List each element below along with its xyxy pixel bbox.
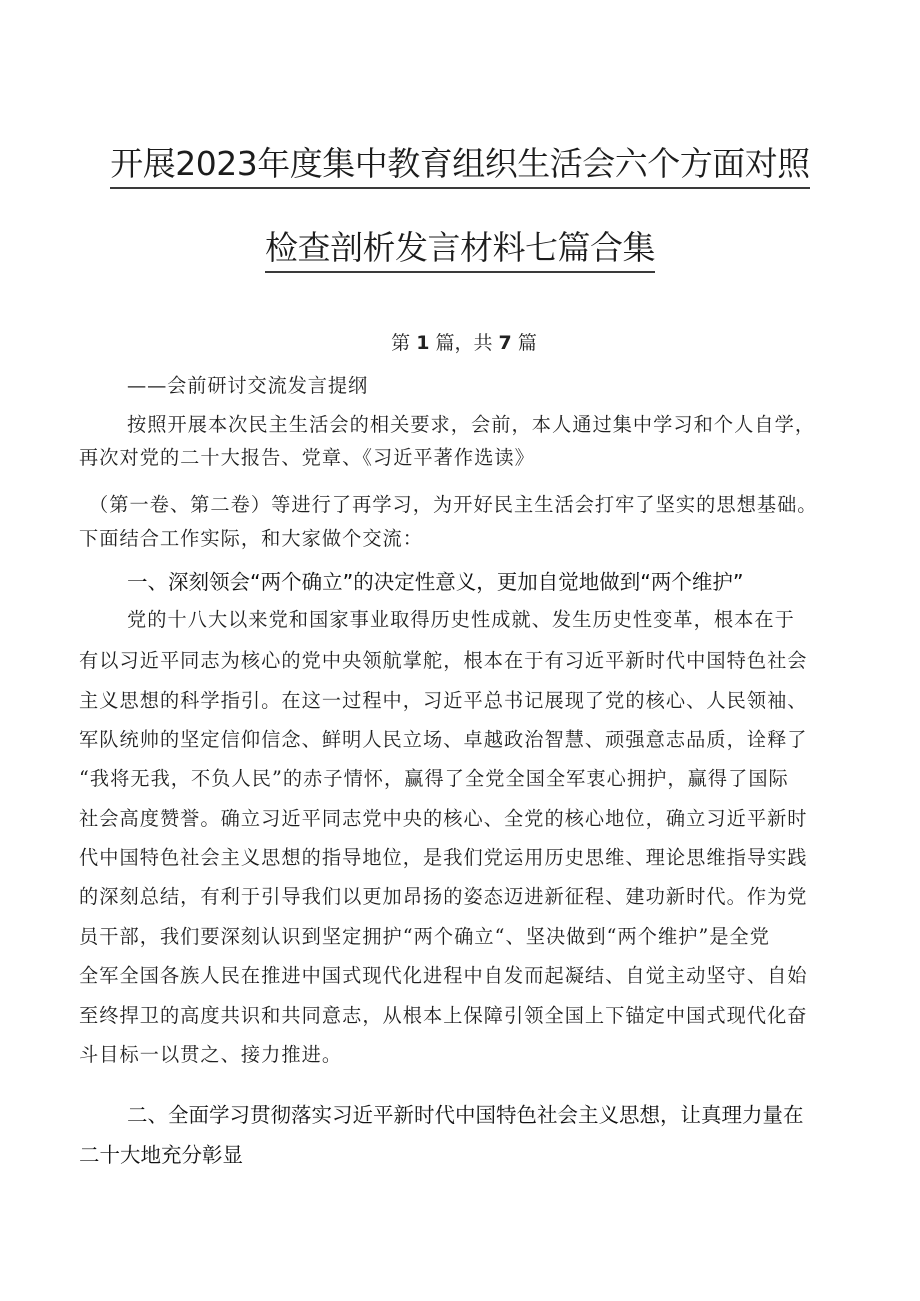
paragraph-line: 有以习近平同志为核心的党中央领航掌舵，根本在于有习近平新时代中国特色社会	[79, 649, 808, 672]
paragraph-line: 至终捍卫的高度共识和共同意志，从根本上保障引领全国上下锚定中国式现代化奋	[79, 1004, 808, 1027]
paragraph-line: 社会高度赞誉。确立习近平同志党中央的核心、全党的核心地位，确立习近平新时	[79, 807, 808, 830]
paragraph-line: 斗目标一以贯之、接力推进。	[79, 1043, 343, 1066]
paragraph-line: 员干部，我们要深刻认识到坚定拥护“两个确立“、坚决做到“两个维护”是全党	[79, 925, 771, 948]
subtitle: ——会前研讨交流发言提纲	[127, 374, 369, 397]
paragraph-line: 代中国特色社会主义思想的指导地位，是我们党运用历史思维、理论思维指导实践	[79, 846, 808, 869]
intro-line: 下面结合工作实际，和大家做个交流：	[79, 527, 424, 550]
paragraph-line: 党的十八大以来党和国家事业取得历史性成就、发生历史性变革，根本在于	[127, 608, 795, 631]
intro-line: 按照开展本次民主生活会的相关要求，会前，本人通过集中学习和个人自学，	[127, 413, 816, 436]
paragraph-line: 军队统帅的坚定信仰信念、鲜明人民立场、卓越政治智慧、顽强意志品质，诠释了	[79, 728, 808, 751]
section-heading-1: 一、深刻领会“两个确立”的决定性意义，更加自觉地做到“两个维护”	[127, 570, 744, 594]
section-counter: 第 1 篇，共 7 篇	[391, 332, 537, 354]
section-heading-2-continued: 二十大地充分彰显	[79, 1143, 243, 1167]
intro-line: 再次对党的二十大报告、党章、《习近平著作选读》	[79, 446, 535, 469]
paragraph-line: “我将无我，不负人民”的赤子情怀，赢得了全党全国全军衷心拥护，赢得了国际	[79, 767, 789, 790]
paragraph-line: 主义思想的科学指引。在这一过程中，习近平总书记展现了党的核心、人民领袖、	[79, 689, 808, 712]
paragraph-line: 全军全国各族人民在推进中国式现代化进程中自发而起凝结、自觉主动坚守、自始	[79, 964, 808, 987]
document-title-line-1: 开展2023年度集中教育组织生活会六个方面对照	[0, 138, 920, 189]
section-heading-2: 二、全面学习贯彻落实习近平新时代中国特色社会主义思想，让真理力量在	[127, 1103, 804, 1127]
document-title-line-2: 检查剖析发言材料七篇合集	[0, 222, 920, 273]
intro-line: （第一卷、第二卷）等进行了再学习，为开好民主生活会打牢了坚实的思想基础。	[89, 493, 818, 516]
paragraph-line: 的深刻总结，有利于引导我们以更加昂扬的姿态迈进新征程、建功新时代。作为党	[79, 885, 808, 908]
